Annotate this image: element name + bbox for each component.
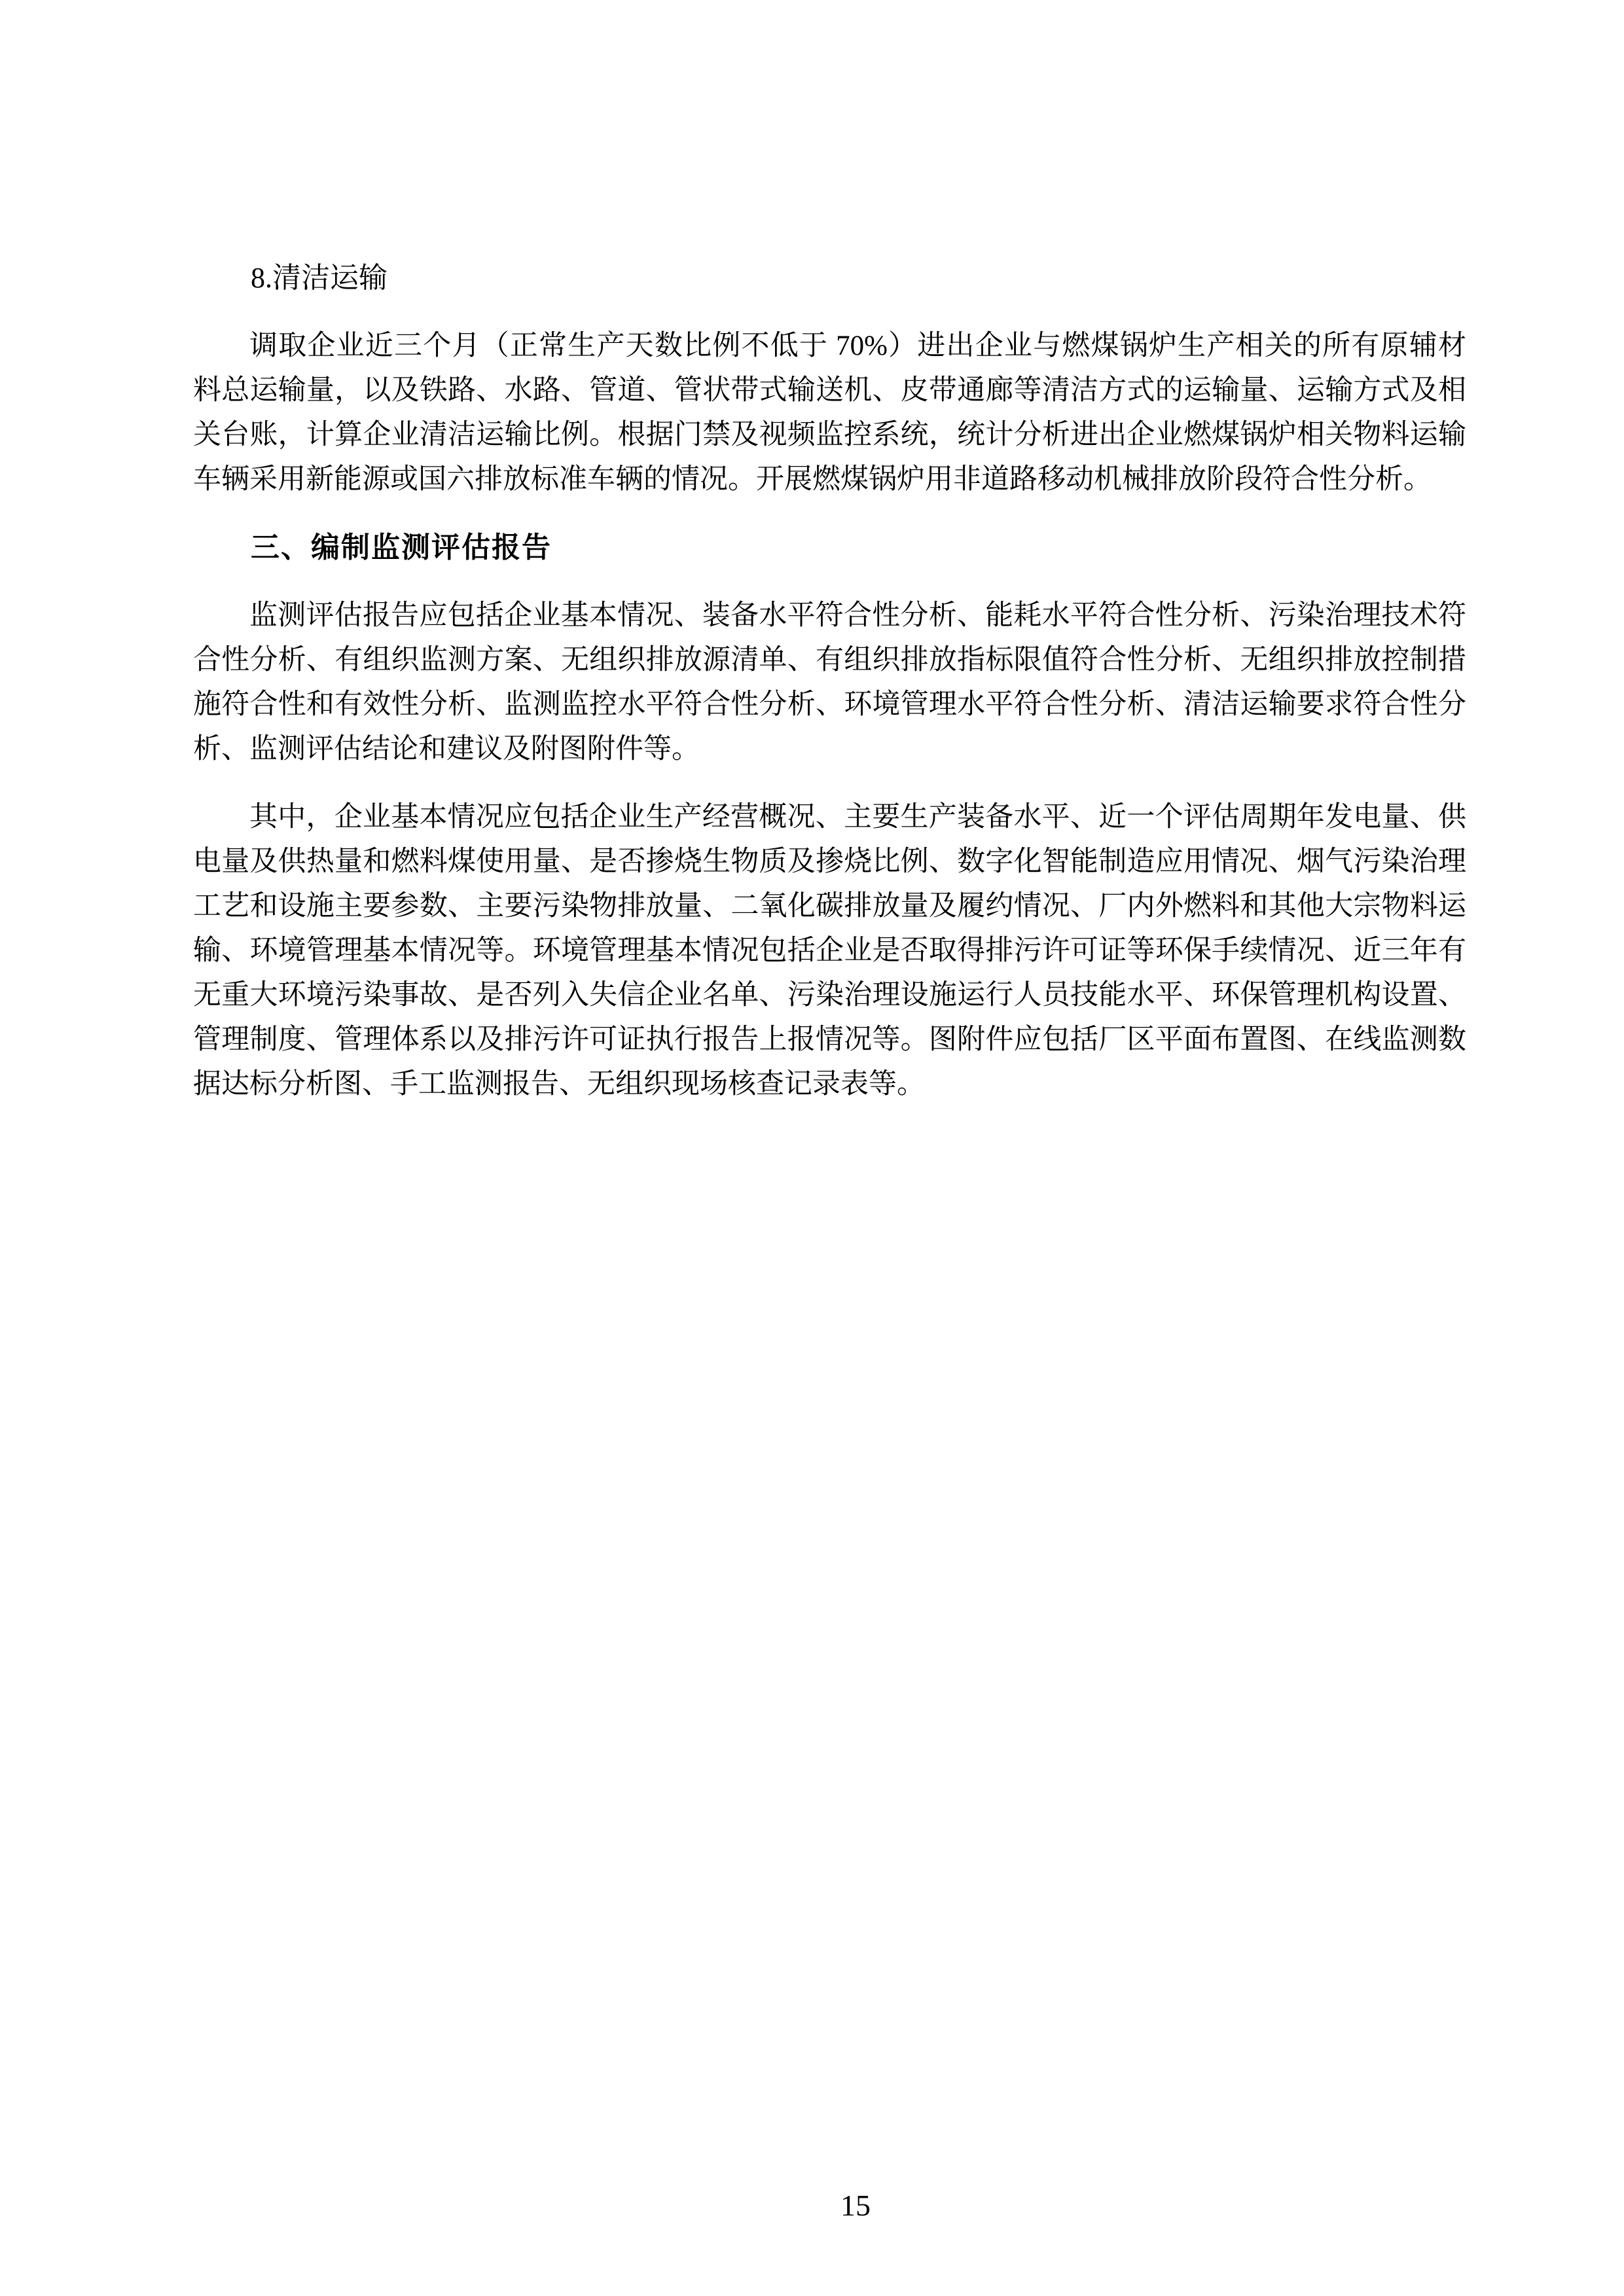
paragraph-report-contents [193, 594, 1466, 772]
text-line: 监测评估报告应包括企业基本情况、装备水平符合性分析、能耗水平符合性分析、污染治理技术符 [249, 600, 1466, 631]
text-line: 施符合性和有效性分析、监测监控水平符合性分析、环境管理水平符合性分析、清洁运输要求符合性分 [193, 689, 1466, 720]
text-line: 管理制度、管理体系以及排污许可证执行报告上报情况等。图附件应包括厂区平面布置图、在线监测数 [193, 1024, 1466, 1055]
text-line: 其中，企业基本情况应包括企业生产经营概况、主要生产装备水平、近一个评估周期年发电量、供 [249, 802, 1466, 833]
text-line: 无重大环境污染事故、是否列入失信企业名单、污染治理设施运行人员技能水平、环保管理机构设置、 [193, 980, 1466, 1011]
document-content [193, 256, 1466, 1130]
text-line: 车辆采用新能源或国六排放标准车辆的情况。开展燃煤锅炉用非道路移动机械排放阶段符合性分析。 [193, 464, 1432, 495]
text-line: 据达标分析图、手工监测报告、无组织现场核查记录表等。 [193, 1069, 925, 1100]
subsection-heading-clean-transport: 8.清洁运输 [251, 262, 388, 294]
text-line: 电量及供热量和燃料煤使用量、是否掺烧生物质及掺烧比例、数字化智能制造应用情况、烟气污染治理 [193, 846, 1466, 877]
text-line: 关台账，计算企业清洁运输比例。根据门禁及视频监控系统，统计分析进出企业燃煤锅炉相关物料运输 [193, 420, 1466, 450]
section-heading-compile-report: 三、编制监测评估报告 [251, 531, 552, 564]
text-line: 工艺和设施主要参数、主要污染物排放量、二氧化碳排放量及履约情况、厂内外燃料和其他大宗物料运 [193, 891, 1466, 922]
text-line: 析、监测评估结论和建议及附图附件等。 [193, 734, 700, 764]
text-line: 调取企业近三个月（正常生产天数比例不低于 70%）进出企业与燃煤锅炉生产相关的所有原辅材 [249, 331, 1466, 361]
page-number: 15 [840, 2189, 871, 2222]
text-line: 合性分析、有组织监测方案、无组织排放源清单、有组织排放指标限值符合性分析、无组织排放控制措 [193, 645, 1466, 675]
paragraph-enterprise-basic-info [193, 795, 1466, 1107]
text-line: 输、环境管理基本情况等。环境管理基本情况包括企业是否取得排污许可证等环保手续情况、近三年有 [193, 935, 1466, 966]
text-line: 料总运输量，以及铁路、水路、管道、管状带式输送机、皮带通廊等清洁方式的运输量、运输方式及相 [193, 375, 1466, 406]
paragraph-clean-transport [193, 324, 1466, 502]
